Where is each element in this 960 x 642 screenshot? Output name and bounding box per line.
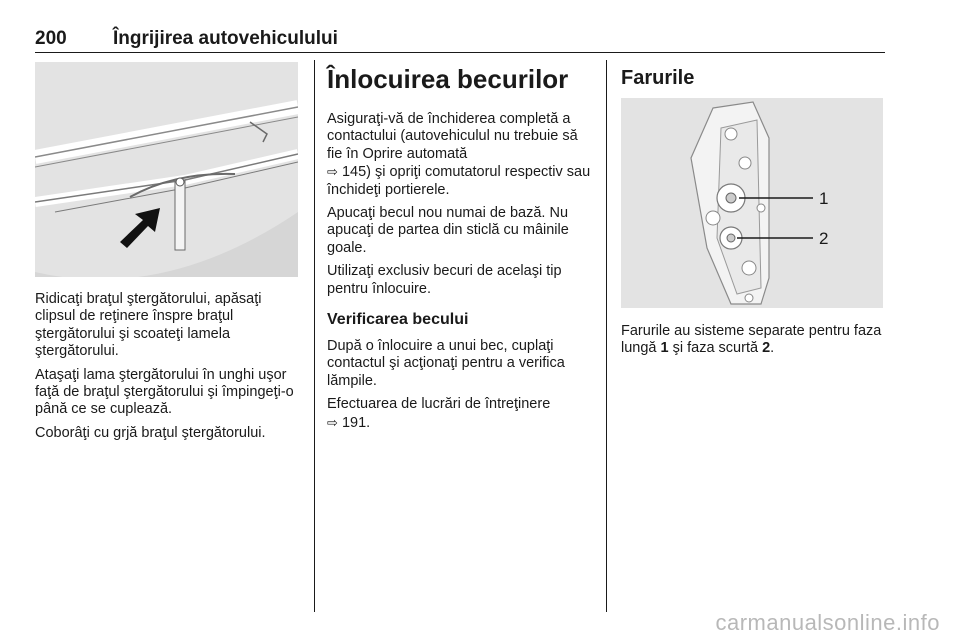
- callout-label-2: 2: [819, 229, 829, 248]
- middle-column: [327, 64, 595, 438]
- section-title: Înlocuirea becurilor: [327, 64, 569, 94]
- paragraph: Coborâţi cu grjă braţul ştergătorului.: [35, 424, 266, 441]
- left-column-text: [35, 291, 305, 448]
- page-reference[interactable]: 191.: [341, 414, 371, 431]
- column-divider-2: [606, 60, 607, 612]
- page-reference-arrow-icon: ⇨: [327, 414, 338, 430]
- right-column-title: [621, 66, 883, 90]
- wiper-figure: [35, 62, 298, 277]
- paragraph: Utilizaţi exclusiv becuri de acelaşi tip pentru înlocuire.: [327, 263, 562, 297]
- paragraph: După o înlocuire a unui bec, cuplaţi contactul şi acţionaţi pentru a verifica lămpile.: [327, 338, 565, 389]
- paragraph: Farurile au sisteme separate pentru faza lungă 1 şi faza scurtă 2.: [621, 323, 882, 357]
- headlight-figure: [621, 98, 883, 308]
- page-header: [35, 28, 885, 52]
- paragraph: Efectuarea de lucrări de întreţinere ⇨ 191.: [327, 396, 551, 431]
- wiper-illustration: [35, 62, 298, 277]
- column-divider-1: [314, 60, 315, 612]
- paragraph: Asiguraţi-vă de închiderea completă a contactului (autovehiculul nu trebuie să fie în Oprire automată ⇨ 145) şi opriţi comutatorul respectiv sau închideţi portierele.: [327, 111, 591, 198]
- page-reference-arrow-icon: ⇨: [327, 164, 338, 180]
- page-reference[interactable]: 145: [341, 164, 367, 181]
- watermark: carmanualsonline.info: [715, 610, 940, 635]
- paragraph: Ridicaţi braţul ştergătorului, apăsaţi clipsul de reţinere înspre braţul ştergătorului şi scoateţi lamela ştergătorului.: [35, 291, 262, 360]
- header-rule: [35, 52, 885, 53]
- right-column-text: [621, 323, 886, 364]
- paragraph: Apucaţi becul nou numai de bază. Nu apucaţi de partea din sticlă cu mâinile goale.: [327, 205, 569, 256]
- chapter-title: Îngrijirea autovehiculului: [113, 28, 338, 49]
- callout-label-1: 1: [819, 189, 829, 208]
- headlight-illustration: [621, 98, 883, 308]
- paragraph: Ataşaţi lama ştergătorului în unghi uşor faţă de braţul ştergătorului şi împingeţi-o până ce se cuplează.: [35, 366, 294, 418]
- page-number: 200: [35, 28, 67, 49]
- subsection-title: Verificarea becului: [327, 311, 469, 329]
- section-title: Farurile: [621, 67, 695, 89]
- arrow-indicator-icon: [120, 208, 160, 248]
